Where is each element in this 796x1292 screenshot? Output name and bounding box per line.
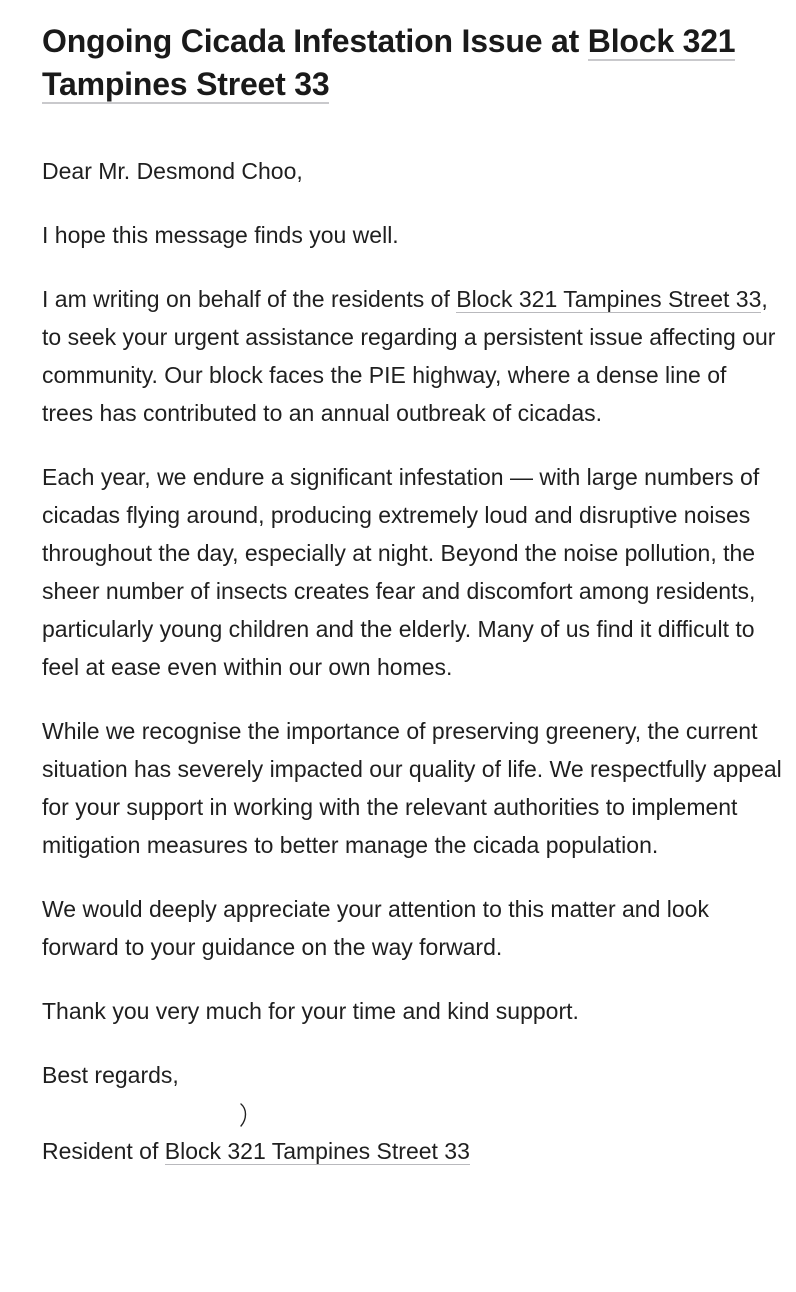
signature-stroke-icon bbox=[238, 1102, 250, 1128]
address-link[interactable]: Block 321 Tampines Street 33 bbox=[42, 23, 736, 102]
paragraph-intro bbox=[42, 280, 782, 432]
paragraph-text: , to seek your urgent assistance regarding a persistent issue affecting our community. Our block faces the PIE highway, where a dense line of trees has contributed to an annual outbreak of cicadas. bbox=[42, 286, 776, 426]
opening-line: I hope this message finds you well. bbox=[42, 222, 399, 248]
paragraph-text: I am writing on behalf of the residents of bbox=[42, 286, 457, 312]
address-link[interactable]: Block 321 Tampines Street 33 bbox=[456, 286, 762, 312]
paragraph-appeal: While we recognise the importance of preserving greenery, the current situation has severely impacted our quality of life. We respectfully appeal for your support in working with the relevant authorities to implement mitigation measures to better manage the cicada population. bbox=[42, 718, 782, 858]
signoff-text: Resident of bbox=[42, 1138, 165, 1164]
signature-mark bbox=[42, 1094, 782, 1132]
subject-text: Ongoing Cicada Infestation Issue at bbox=[42, 23, 588, 59]
closing-line: Best regards, bbox=[42, 1062, 179, 1088]
signoff-line bbox=[42, 1132, 782, 1170]
email-message bbox=[42, 0, 782, 1170]
paragraph-appreciation: We would deeply appreciate your attention to this matter and look forward to your guidance on the way forward. bbox=[42, 896, 709, 960]
thanks-line: Thank you very much for your time and kind support. bbox=[42, 998, 579, 1024]
greeting: Dear Mr. Desmond Choo, bbox=[42, 158, 303, 184]
address-link[interactable]: Block 321 Tampines Street 33 bbox=[164, 1138, 470, 1164]
email-subject bbox=[42, 20, 782, 106]
email-body bbox=[42, 152, 782, 1170]
paragraph-infestation: Each year, we endure a significant infestation — with large numbers of cicadas flying around, producing extremely loud and disruptive noises throughout the day, especially at night. Beyond the noise pollution, the sheer number of insects creates fear and discomfort among residents, particularly young children and the elderly. Many of us find it difficult to feel at ease even within our own homes. bbox=[42, 464, 760, 680]
